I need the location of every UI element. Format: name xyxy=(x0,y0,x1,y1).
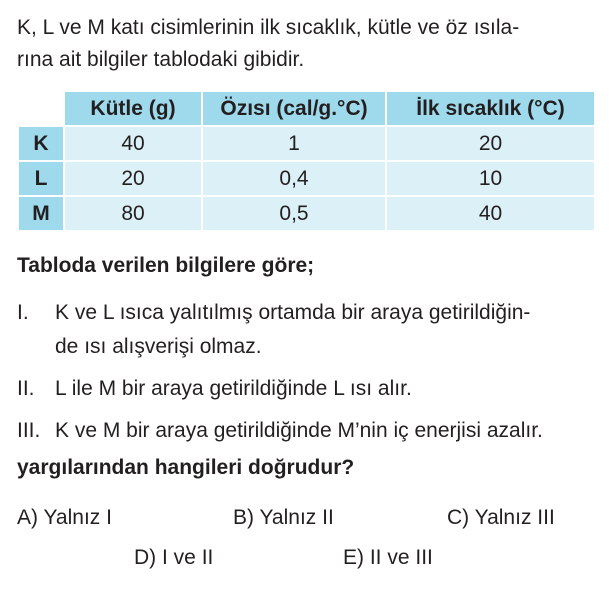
option-text: II ve III xyxy=(369,546,433,569)
cell-initial-temp: 10 xyxy=(387,162,594,195)
cell-mass: 20 xyxy=(65,162,201,195)
cell-initial-temp: 20 xyxy=(387,127,594,160)
table-row xyxy=(19,197,594,230)
answer-option-b[interactable] xyxy=(233,506,334,530)
option-text: Yalnız I xyxy=(43,506,112,529)
statement-number: II. xyxy=(17,377,35,400)
option-letter: E) xyxy=(343,546,364,569)
statement-line: L ile M bir araya getirildiğinde L ısı alır. xyxy=(55,377,412,400)
row-label: K xyxy=(19,127,63,160)
statement-text xyxy=(55,372,412,406)
table-row xyxy=(19,162,594,195)
statement-line: K ve M bir araya getirildiğinde M’nin iç enerjisi azalır. xyxy=(55,419,543,442)
statement-number: III. xyxy=(17,419,41,442)
cell-initial-temp: 40 xyxy=(387,197,594,230)
cell-specific-heat: 1 xyxy=(203,127,385,160)
statement-number: I. xyxy=(17,301,29,324)
statement-text xyxy=(55,296,530,364)
option-letter: A) xyxy=(17,506,38,529)
statement-list xyxy=(17,296,597,456)
statement-text xyxy=(55,414,543,448)
table-header-corner xyxy=(19,92,63,125)
answer-option-d[interactable] xyxy=(134,546,213,570)
table-header-mass: Kütle (g) xyxy=(65,92,201,125)
table-row xyxy=(19,127,594,160)
statement-line: K ve L ısıca yalıtılmış ortamda bir araya getirildiğin- xyxy=(55,301,531,324)
data-table xyxy=(17,90,596,232)
statement-item xyxy=(17,372,597,406)
question-text: yargılarından hangileri doğrudur? xyxy=(17,456,355,479)
answer-option-a[interactable] xyxy=(17,506,112,530)
option-text: Yalnız III xyxy=(474,506,555,529)
table-header-initial-temp: İlk sıcaklık (°C) xyxy=(387,92,594,125)
answer-option-c[interactable] xyxy=(447,506,555,530)
option-letter: B) xyxy=(233,506,254,529)
answer-option-e[interactable] xyxy=(343,546,433,570)
option-text: I ve II xyxy=(162,546,214,569)
option-letter: D) xyxy=(134,546,157,569)
statement-line: de ısı alışverişi olmaz. xyxy=(55,335,262,358)
question-intro xyxy=(17,12,597,76)
intro-line-2: rına ait bilgiler tablodaki gibidir. xyxy=(17,48,305,71)
cell-specific-heat: 0,4 xyxy=(203,162,385,195)
cell-mass: 40 xyxy=(65,127,201,160)
row-label: M xyxy=(19,197,63,230)
prompt-text: Tabloda verilen bilgilere göre; xyxy=(17,254,315,277)
row-label: L xyxy=(19,162,63,195)
statement-item xyxy=(17,296,597,364)
statement-item xyxy=(17,414,597,448)
table-header-row xyxy=(19,92,594,125)
option-letter: C) xyxy=(447,506,470,529)
cell-specific-heat: 0,5 xyxy=(203,197,385,230)
intro-line-1: K, L ve M katı cisimlerinin ilk sıcaklık, kütle ve öz ısıla- xyxy=(17,16,520,39)
cell-mass: 80 xyxy=(65,197,201,230)
option-text: Yalnız II xyxy=(259,506,334,529)
table-header-specific-heat: Özısı (cal/g.°C) xyxy=(203,92,385,125)
